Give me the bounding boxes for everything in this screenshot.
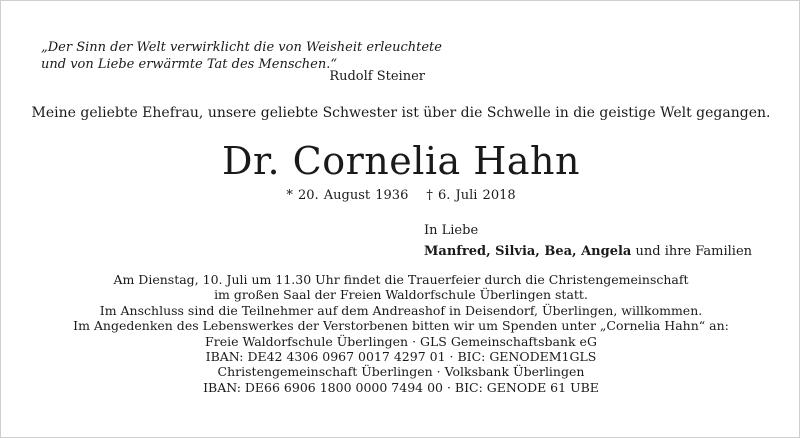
body-line: Im Angedenken des Lebenswerkes der Verstorbenen bitten wir um Spenden unter „Cornelia Hahn“ an:: [73, 318, 729, 334]
life-dates: [1, 188, 800, 203]
body-line: im großen Saal der Freien Waldorfschule Überlingen statt.: [214, 287, 588, 303]
body-line: Christengemeinschaft Überlingen · Volksbank Überlingen: [217, 364, 585, 380]
mourners-family: und ihre Familien: [631, 244, 753, 259]
birth-date: * 20. August 1936: [286, 188, 409, 203]
deceased-name: Dr. Cornelia Hahn: [222, 139, 580, 183]
quote-author: Rudolf Steiner: [329, 69, 425, 84]
quote-line-2: und von Liebe erwärmte Tat des Menschen.“: [41, 57, 338, 72]
mourners-names: Manfred, Silvia, Bea, Angela: [424, 244, 632, 259]
quote-block: [41, 39, 442, 73]
death-date: † 6. Juli 2018: [426, 188, 516, 203]
body-line: IBAN: DE66 6906 1800 0000 7494 00 · BIC: GENODE 61 UBE: [203, 379, 599, 395]
in-love-label: In Liebe: [424, 223, 479, 238]
body-line: Im Anschluss sind die Teilnehmer auf dem Andreashof in Deisendorf, Überlingen, willkommen.: [99, 302, 703, 318]
funeral-details: [1, 272, 800, 395]
quote-line-1: „Der Sinn der Welt verwirklicht die von Weisheit erleuchtete: [41, 40, 442, 55]
body-line: Freie Waldorfschule Überlingen · GLS Gemeinschaftsbank eG: [205, 333, 597, 349]
body-line: IBAN: DE42 4306 0967 0017 4297 01 · BIC: GENODEM1GLS: [205, 349, 597, 365]
intro-text: Meine geliebte Ehefrau, unsere geliebte Schwester ist über die Schwelle in die geistige Welt gegangen.: [31, 105, 771, 121]
mourners-line: [424, 241, 752, 262]
signature-block: [424, 220, 752, 262]
body-line: Am Dienstag, 10. Juli um 11.30 Uhr findet die Trauerfeier durch die Christengemeinschaft: [113, 272, 689, 287]
